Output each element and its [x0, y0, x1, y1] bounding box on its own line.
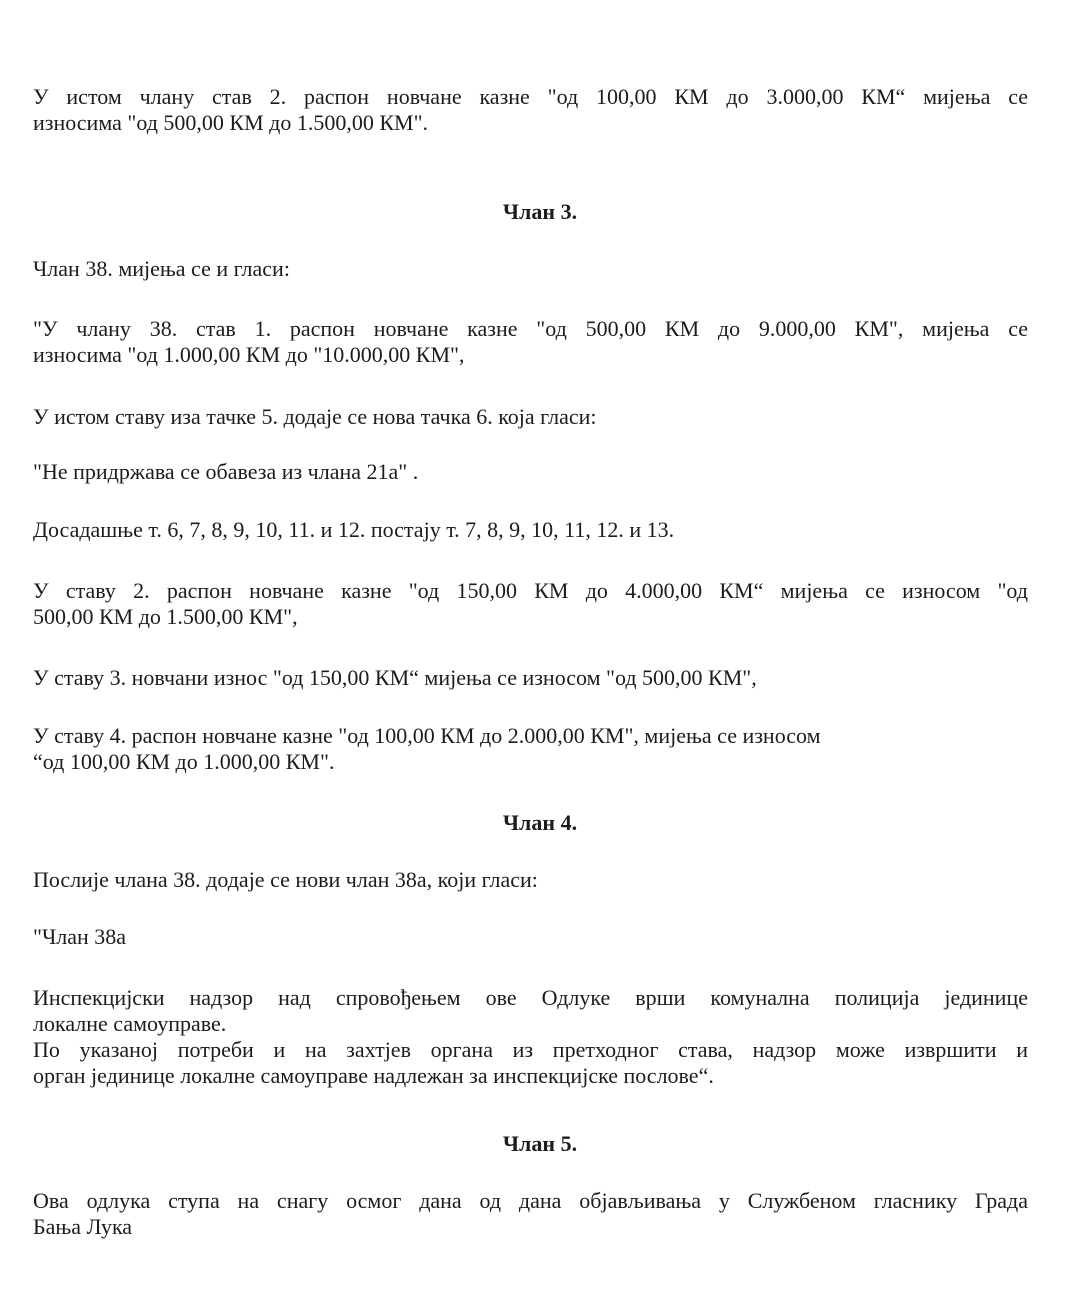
paragraph-article-38-paragraph-1: [33, 316, 1028, 368]
paragraph-line: износима "од 500,00 КМ до 1.500,00 КМ".: [33, 110, 429, 135]
paragraph-paragraph-4-fine: [33, 723, 1028, 775]
paragraph-line: орган јединице локалне самоуправе надлежан за инспекцијске послове“.: [33, 1063, 714, 1088]
paragraph-new-item-6: У истом ставу иза тачке 5. додаје се нова тачка 6. која гласи:: [33, 404, 597, 429]
paragraph-paragraph-3-fine: У ставу 3. новчани износ "од 150,00 КМ“ мијења се износом "од 500,00 КМ",: [33, 665, 757, 690]
paragraph-paragraph-2-fine: [33, 578, 1028, 630]
paragraph-inspection-supervision: [33, 985, 1028, 1089]
article-3-heading: Члан 3.: [502, 199, 578, 224]
paragraph-line: По указаној потреби и на захтјев органа из претходног става, надзор може извршити и: [33, 1037, 1028, 1062]
paragraph-line: Ова одлука ступа на снагу осмог дана од дана објављивања у Службеном гласнику Града: [33, 1188, 1028, 1213]
paragraph-item-6-text: "Не придржава се обавеза из члана 21а" .: [33, 459, 419, 484]
paragraph-article-38a-title: "Члан 38а: [33, 924, 127, 949]
article-4-heading: Члан 4.: [502, 810, 578, 835]
paragraph-line: "У члану 38. став 1. распон новчане казне "од 500,00 КМ до 9.000,00 КМ", мијења се: [33, 316, 1028, 341]
paragraph-line: Инспекцијски надзор над спровођењем ове Одлуке врши комунална полиција јединице: [33, 985, 1028, 1010]
paragraph-fine-range-amendment: [33, 84, 1028, 136]
article-5-heading: Члан 5.: [502, 1131, 578, 1156]
paragraph-line: износима "од 1.000,00 КМ до "10.000,00 КМ",: [33, 342, 465, 367]
paragraph-line: Бања Лука: [33, 1214, 133, 1239]
paragraph-line: У ставу 2. распон новчане казне "од 150,00 КМ до 4.000,00 КМ“ мијења се износом "од: [33, 578, 1028, 603]
paragraph-new-article-38a-intro: Послије члана 38. додаје се нови члан 38а, који гласи:: [33, 867, 538, 892]
paragraph-line: “од 100,00 КМ до 1.000,00 КМ".: [33, 749, 335, 774]
paragraph-article-38-intro: Члан 38. мијења се и гласи:: [33, 256, 290, 281]
paragraph-renumbering: Досадашње т. 6, 7, 8, 9, 10, 11. и 12. постају т. 7, 8, 9, 10, 11, 12. и 13.: [33, 517, 675, 542]
paragraph-line: У ставу 4. распон новчане казне "од 100,00 КМ до 2.000,00 КМ", мијења се износом: [33, 723, 821, 748]
paragraph-line: 500,00 КМ до 1.500,00 КМ",: [33, 604, 298, 629]
paragraph-line: локалне самоуправе.: [33, 1011, 227, 1036]
paragraph-line: У истом члану став 2. распон новчане казне "од 100,00 КМ до 3.000,00 КМ“ мијења се: [33, 84, 1028, 109]
paragraph-entry-into-force: [33, 1188, 1028, 1240]
